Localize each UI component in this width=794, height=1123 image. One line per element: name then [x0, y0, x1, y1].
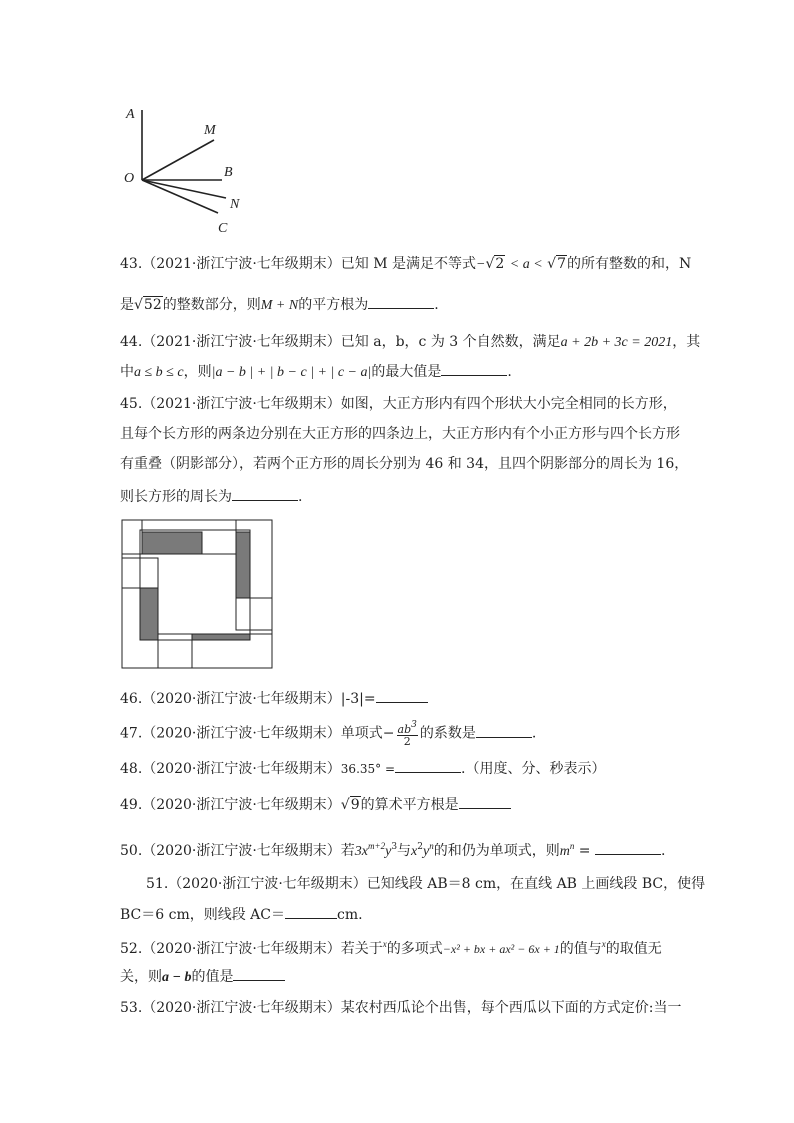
shade-bottom: [192, 634, 250, 640]
question-52-line2: 关，则a − b的值是: [120, 966, 680, 988]
question-45-line2: 且每个长方形的两条边分别在大正方形的四条边上，大正方形内有个小正方形与四个长方形: [120, 426, 680, 442]
shade-right: [236, 532, 250, 598]
question-50: 50.（2020·浙江宁波·七年级期末）若$3x^{m+2}y^3$与$x^2y^n$的和仍为单项式，则$m^n$ = .: [120, 841, 666, 859]
question-53: 53.（2020·浙江宁波·七年级期末）某农村西瓜论个出售，每个西瓜以下面的方式定价:当一: [120, 1000, 682, 1016]
answer-blank-48[interactable]: [395, 758, 461, 773]
fraction: $\frac{ab^3}{2}$: [397, 720, 417, 748]
ray-on: [142, 180, 226, 198]
answer-blank-45[interactable]: [232, 486, 298, 501]
shade-top: [142, 532, 202, 554]
question-52: 52.（2020·浙江宁波·七年级期末）若关于$^x$的多项式−x² + bx + ax² − 6x + 1的值与$^x$的取值无: [120, 939, 662, 957]
answer-blank-52[interactable]: [233, 966, 285, 981]
angle-figure: [118, 100, 278, 240]
question-45-line1: 45.（2021·浙江宁波·七年级期末）如图，大正方形内有四个形状大小完全相同的长方形，: [120, 396, 677, 412]
question-43: 43.（2021·浙江宁波·七年级期末）已知 M 是满足不等式−√2 < a < √7的所有整数的和，N: [120, 256, 692, 272]
question-48: 48.（2020·浙江宁波·七年级期末）36.35° = .（用度、分、秒表示）: [120, 758, 680, 779]
question-46: 46.（2020·浙江宁波·七年级期末）|-3|=: [120, 688, 680, 709]
question-44: 44.（2021·浙江宁波·七年级期末）已知 a，b，c 为 3 个自然数，满足a + 2b + 3c = 2021，其: [120, 334, 701, 350]
square-figure: [120, 518, 276, 670]
answer-blank-44[interactable]: [441, 361, 507, 376]
question-47: 47.（2020·浙江宁波·七年级期末）单项式− $\frac{ab^3}{2}$ 的系数是 .: [120, 720, 537, 748]
shade-left: [140, 588, 158, 640]
label-c: C: [218, 221, 228, 236]
answer-blank-43[interactable]: [368, 294, 434, 309]
label-m: M: [204, 123, 216, 138]
ray-oc: [142, 180, 218, 213]
answer-blank-49[interactable]: [459, 794, 511, 809]
question-44-line2: 中a ≤ b ≤ c，则|a − b | + | b − c | + | c − a|的最大值是 .: [120, 361, 680, 383]
answer-blank-47[interactable]: [476, 723, 532, 738]
question-51-line2: BC＝6 cm，则线段 AC＝ cm.: [120, 904, 680, 925]
ray-om: [142, 140, 214, 180]
question-49: 49.（2020·浙江宁波·七年级期末）√9的算术平方根是: [120, 794, 680, 815]
label-a: A: [126, 107, 135, 122]
question-51: 51.（2020·浙江宁波·七年级期末）已知线段 AB＝8 cm，在直线 AB 上画线段 BC，使得: [146, 876, 706, 892]
label-o: O: [124, 171, 135, 186]
question-45-line4: 则长方形的周长为 .: [120, 486, 680, 507]
question-45-line3: 有重叠（阴影部分），若两个正方形的周长分别为 46 和 34，且四个阴影部分的周长为 16，: [120, 456, 689, 472]
label-n: N: [230, 197, 240, 212]
label-b: B: [224, 165, 233, 180]
answer-blank-46[interactable]: [376, 688, 428, 703]
answer-blank-50[interactable]: [595, 840, 661, 855]
answer-blank-51[interactable]: [285, 904, 337, 919]
question-43-line2: 是√52的整数部分，则M + N的平方根为 .: [120, 294, 680, 316]
